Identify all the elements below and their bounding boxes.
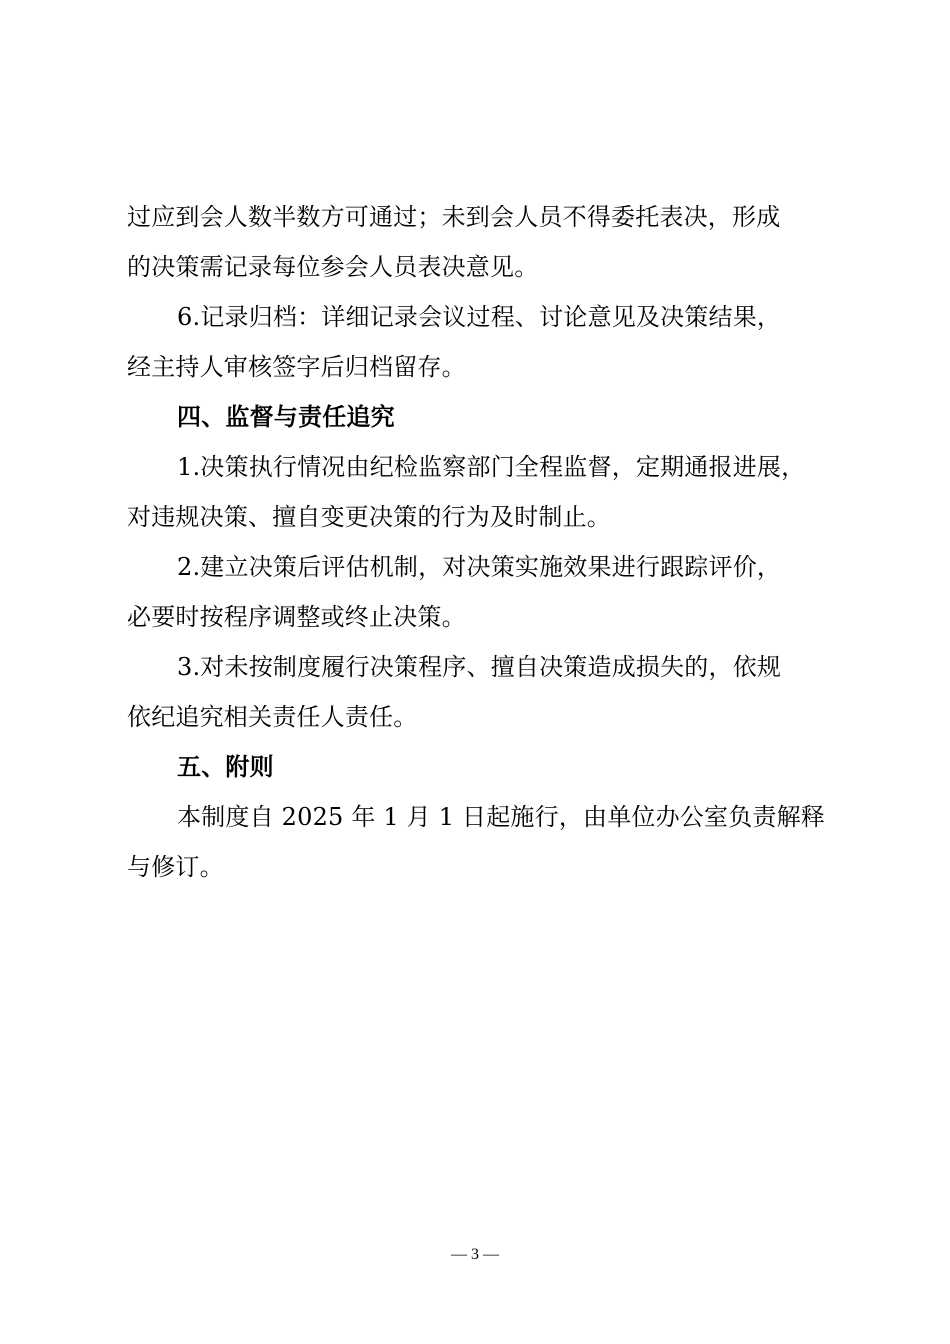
paragraph-line: 的决策需记录每位参会人员表决意见。 bbox=[127, 253, 539, 281]
paragraph-line: 本制度自 2025 年 1 月 1 日起施行，由单位办公室负责解释 bbox=[177, 803, 825, 831]
section-heading-appendix: 五、附则 bbox=[177, 753, 274, 781]
page-number: — 3 — bbox=[451, 1246, 499, 1263]
paragraph-line: 与修订。 bbox=[127, 853, 224, 881]
paragraph-line: 经主持人审核签字后归档留存。 bbox=[127, 353, 466, 381]
section-heading-supervision: 四、监督与责任追究 bbox=[177, 403, 395, 431]
paragraph-line: 对违规决策、擅自变更决策的行为及时制止。 bbox=[127, 503, 611, 531]
paragraph-line: 必要时按程序调整或终止决策。 bbox=[127, 603, 466, 631]
paragraph-line: 2.建立决策后评估机制，对决策实施效果进行跟踪评价， bbox=[177, 553, 782, 581]
paragraph-line: 3.对未按制度履行决策程序、擅自决策造成损失的，依规 bbox=[177, 653, 782, 681]
paragraph-line: 6.记录归档：详细记录会议过程、讨论意见及决策结果， bbox=[177, 303, 782, 331]
paragraph-line: 依纪追究相关责任人责任。 bbox=[127, 703, 418, 731]
paragraph-line: 过应到会人数半数方可通过；未到会人员不得委托表决，形成 bbox=[127, 203, 781, 231]
paragraph-line: 1.决策执行情况由纪检监察部门全程监督，定期通报进展， bbox=[177, 453, 806, 481]
document-body bbox=[127, 192, 827, 892]
